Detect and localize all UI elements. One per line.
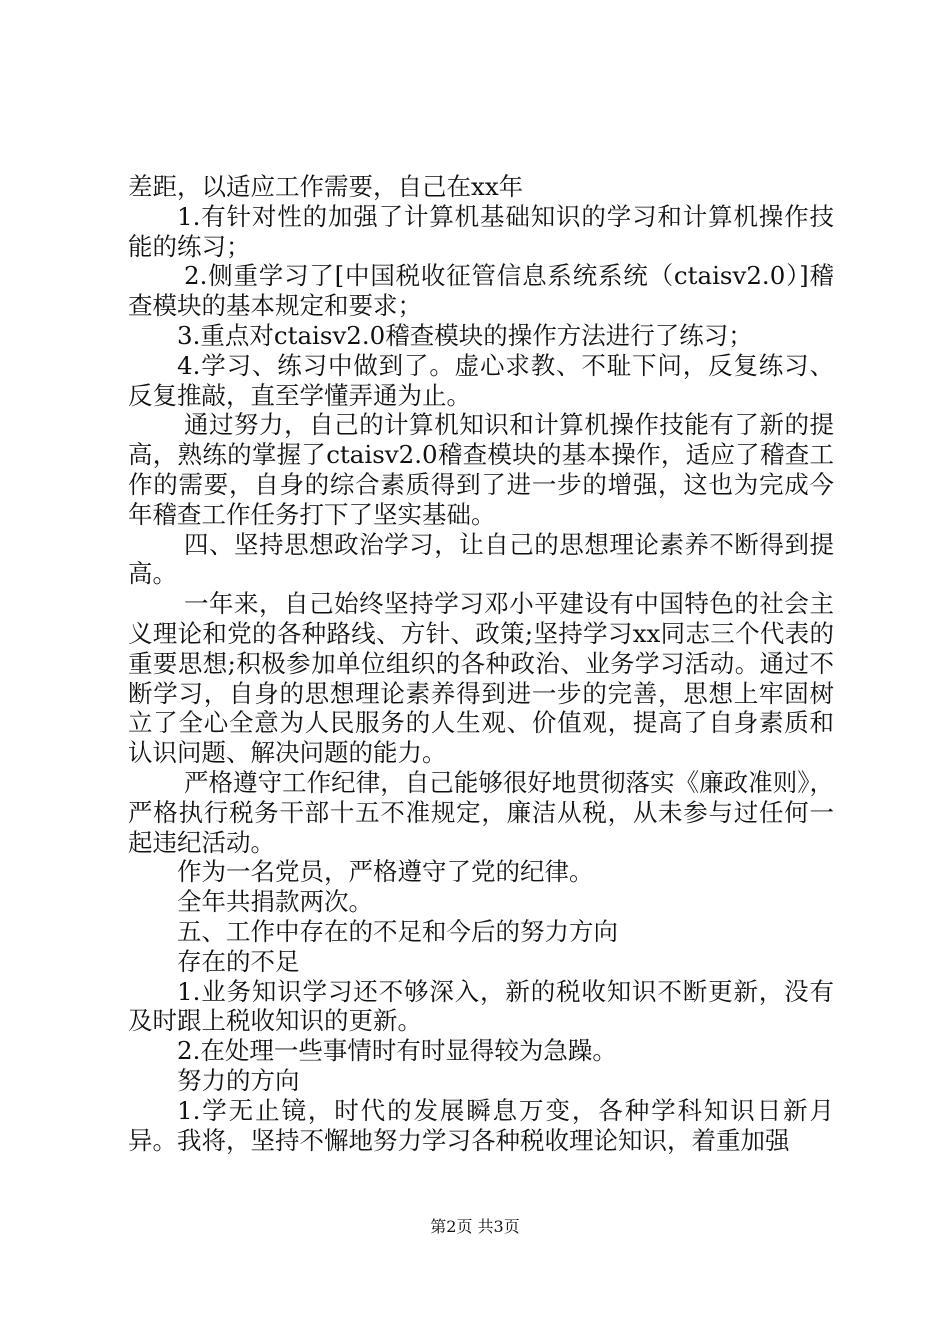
- page-footer: [0, 1214, 950, 1237]
- paragraph: 严格遵守工作纪律，自己能够很好地贯彻落实《廉政准则》，严格执行税务干部十五不准规定，廉洁从税，从未参与过任何一起违纪活动。: [128, 767, 834, 857]
- paragraph: 通过努力，自己的计算机知识和计算机操作技能有了新的提高，熟练的掌握了ctaisv2.0稽查模块的基本操作，适应了稽查工作的需要，自身的综合素质得到了进一步的增强，这也为完成今年稽查工作任务打下了坚实基础。: [128, 410, 834, 529]
- paragraph: 2.在处理一些事情时有时显得较为急躁。: [177, 1036, 617, 1066]
- section-heading: 四、坚持思想政治学习，让自己的思想理论素养不断得到提高。: [128, 529, 834, 589]
- paragraph: 1.有针对性的加强了计算机基础知识的学习和计算机操作技能的练习；: [128, 201, 834, 261]
- document-body: [128, 172, 834, 1155]
- paragraph: 3.重点对ctaisv2.0稽查模块的操作方法进行了练习；: [177, 320, 753, 350]
- paragraph: 1.业务知识学习还不够深入，新的税收知识不断更新，没有及时跟上税收知识的更新。: [128, 976, 834, 1036]
- paragraph: 2.侧重学习了[中国税收征管信息系统系统（ctaisv2.0）]稽查模块的基本规定和要求；: [128, 261, 834, 321]
- paragraph: 4.学习、练习中做到了。虚心求教、不耻下问，反复练习、反复推敲，直至学懂弄通为止。: [128, 350, 834, 410]
- page-number-label: 第2页 共3页: [430, 1217, 520, 1236]
- paragraph: 一年来，自己始终坚持学习邓小平建设有中国特色的社会主义理论和党的各种路线、方针、政策;坚持学习xx同志三个代表的重要思想;积极参加单位组织的各种政治、业务学习活动。通过不断学习，自身的思想理论素养得到进一步的完善，思想上牢固树立了全心全意为人民服务的人生观、价值观，提高了自身素质和认识问题、解决问题的能力。: [128, 589, 834, 768]
- subheading: 存在的不足: [177, 946, 300, 976]
- paragraph: 1.学无止镜，时代的发展瞬息万变，各种学科知识日新月异。我将，坚持不懈地努力学习各种税收理论知识，着重加强: [128, 1095, 834, 1155]
- paragraph: 作为一名党员，严格遵守了党的纪律。: [177, 857, 594, 887]
- paragraph: 全年共捐款两次。: [177, 887, 373, 917]
- section-heading: 五、工作中存在的不足和今后的努力方向: [177, 916, 618, 946]
- paragraph: 差距，以适应工作需要，自己在xx年: [128, 172, 524, 201]
- subheading: 努力的方向: [177, 1065, 300, 1095]
